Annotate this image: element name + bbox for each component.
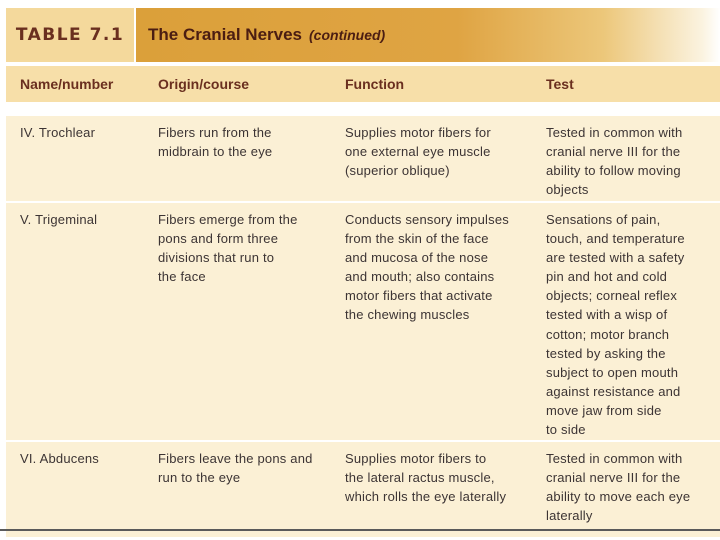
cell-test: Tested in common with cranial nerve III for the ability to move each eye laterally xyxy=(546,451,691,524)
table-number: TABLE 7.1 xyxy=(15,25,125,45)
table-title-bar xyxy=(6,8,720,62)
cranial-nerves-table xyxy=(6,8,720,538)
cell-function: Supplies motor fibers to the lateral ractus muscle, which rolls the eye laterally xyxy=(345,451,507,505)
table-continued-note: (continued) xyxy=(309,27,386,43)
table-title-banner xyxy=(136,8,720,62)
cell-name: IV. Trochlear xyxy=(20,125,96,140)
bottom-border xyxy=(0,529,720,531)
header-function: Function xyxy=(345,76,405,92)
header-name-number: Name/number xyxy=(20,76,114,92)
cell-test: Tested in common with cranial nerve III for the ability to follow moving objects xyxy=(546,125,683,198)
cell-origin: Fibers run from the midbrain to the eye xyxy=(158,125,273,160)
table-header-row xyxy=(6,66,720,102)
cell-origin: Fibers leave the pons and run to the eye xyxy=(158,451,313,486)
table-number-label xyxy=(6,8,136,62)
cell-test: Sensations of pain, touch, and temperature are tested with a safety pin and hot and cold objects; corneal reflex tested with a wisp of cotton; motor branch tested by asking the subject to open mouth against resistance and move jaw from side to side xyxy=(546,212,685,438)
table-row xyxy=(6,203,720,440)
cell-name: V. Trigeminal xyxy=(20,212,98,227)
header-test: Test xyxy=(546,76,574,92)
cell-function: Conducts sensory impulses from the skin of the face and mucosa of the nose and mouth; also contains motor fibers that activate the chewing muscles xyxy=(345,212,509,323)
table-title: The Cranial Nerves xyxy=(148,25,303,44)
cell-origin: Fibers emerge from the pons and form three divisions that run to the face xyxy=(158,212,298,285)
header-origin-course: Origin/course xyxy=(158,76,250,92)
table-row xyxy=(6,116,720,201)
cell-function: Supplies motor fibers for one external eye muscle (superior oblique) xyxy=(345,125,491,179)
table-row xyxy=(6,442,720,537)
cell-name: VI. Abducens xyxy=(20,451,100,466)
